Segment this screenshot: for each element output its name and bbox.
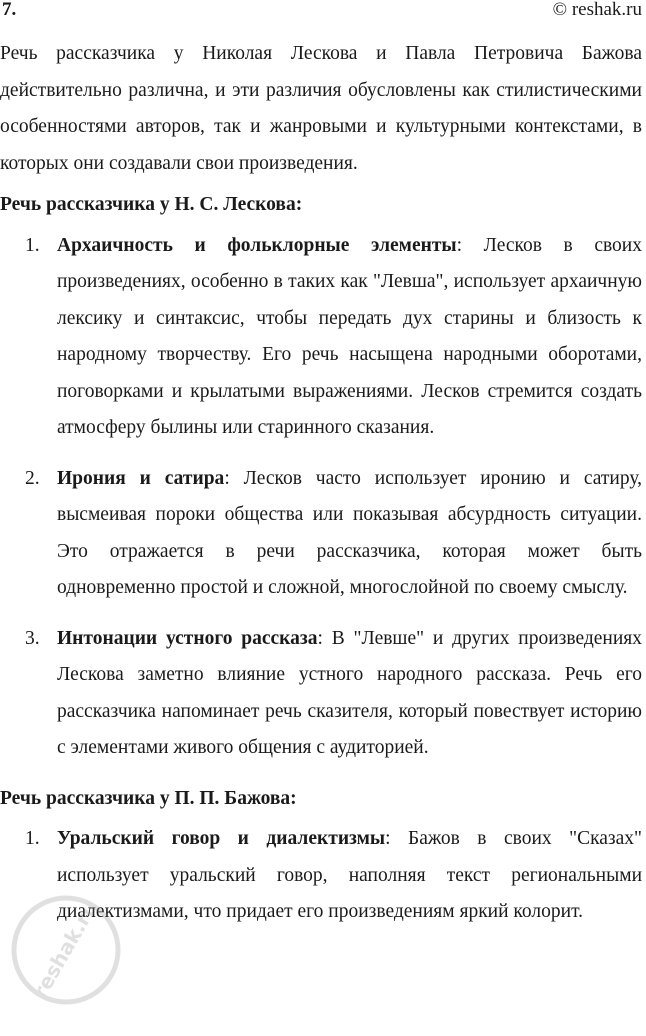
site-credit: © reshak.ru: [552, 0, 642, 20]
list-item-number: 2.: [25, 467, 40, 489]
list-item-term: Ирония и сатира: [57, 467, 225, 489]
list-item: [0, 621, 642, 767]
document-body: [0, 36, 642, 945]
list-item-number: 1.: [25, 828, 40, 849]
list-item-term: Архаичность и фольклорные элементы: [57, 234, 457, 256]
section-heading-leskov: Речь рассказчика у Н. С. Лескова:: [0, 194, 303, 215]
page-header: [0, 0, 646, 24]
list-item-term: Уральский говор и диалектизмы: [57, 828, 386, 849]
list-item: [0, 228, 642, 447]
list-item-term: Интонации устного рассказа: [57, 627, 318, 649]
watermark-text: reshak.ru: [27, 896, 103, 1003]
section-heading-bazhov: Речь рассказчика у П. П. Бажова:: [0, 787, 297, 809]
list-item-text: : Лесков в своих произведениях, особенно в таких как "Левша", использует архаичную лексику и синтаксис, чтобы передать дух старины и близость к народному творчеству. Его речь насыщена народными оборотами, поговорками и крылатыми выражениями. Лесков стремится создать атмосферу былины или старинного сказания.: [57, 234, 642, 438]
list-item: [0, 461, 642, 607]
list-item-text: : В "Левше" и других произведениях Лескова заметно влияние устного народного рассказа. Речь его рассказчика напоминает речь сказителя, который повествует историю с элементами живого общения с аудиторией.: [57, 627, 643, 758]
intro-paragraph: Речь рассказчика у Николая Лескова и Павла Петровича Бажова действительно различна, и эти различия обусловлены как стилистическими особенностями авторов, так и жанровыми и культурными контекстами, в которых они создавали свои произведения.: [0, 43, 642, 174]
list-item-text: : Лесков часто использует иронию и сатиру, высмеивая пороки общества или показывая абсурдность ситуации. Это отражается в речи рассказчика, которая может быть одновременно простой и сложной, многослойной по своему смыслу.: [57, 467, 642, 598]
list-item-number: 3.: [25, 627, 40, 649]
bazhov-list: [0, 821, 642, 931]
list-item-text: : Бажов в своих "Сказах" использует уральский говор, наполняя текст региональными диалектизмами, что придает его произведениям яркий колорит.: [57, 828, 642, 922]
task-number: 7.: [2, 0, 17, 20]
list-item-number: 1.: [25, 234, 40, 256]
leskov-list: [0, 228, 642, 767]
list-item: [0, 821, 642, 931]
